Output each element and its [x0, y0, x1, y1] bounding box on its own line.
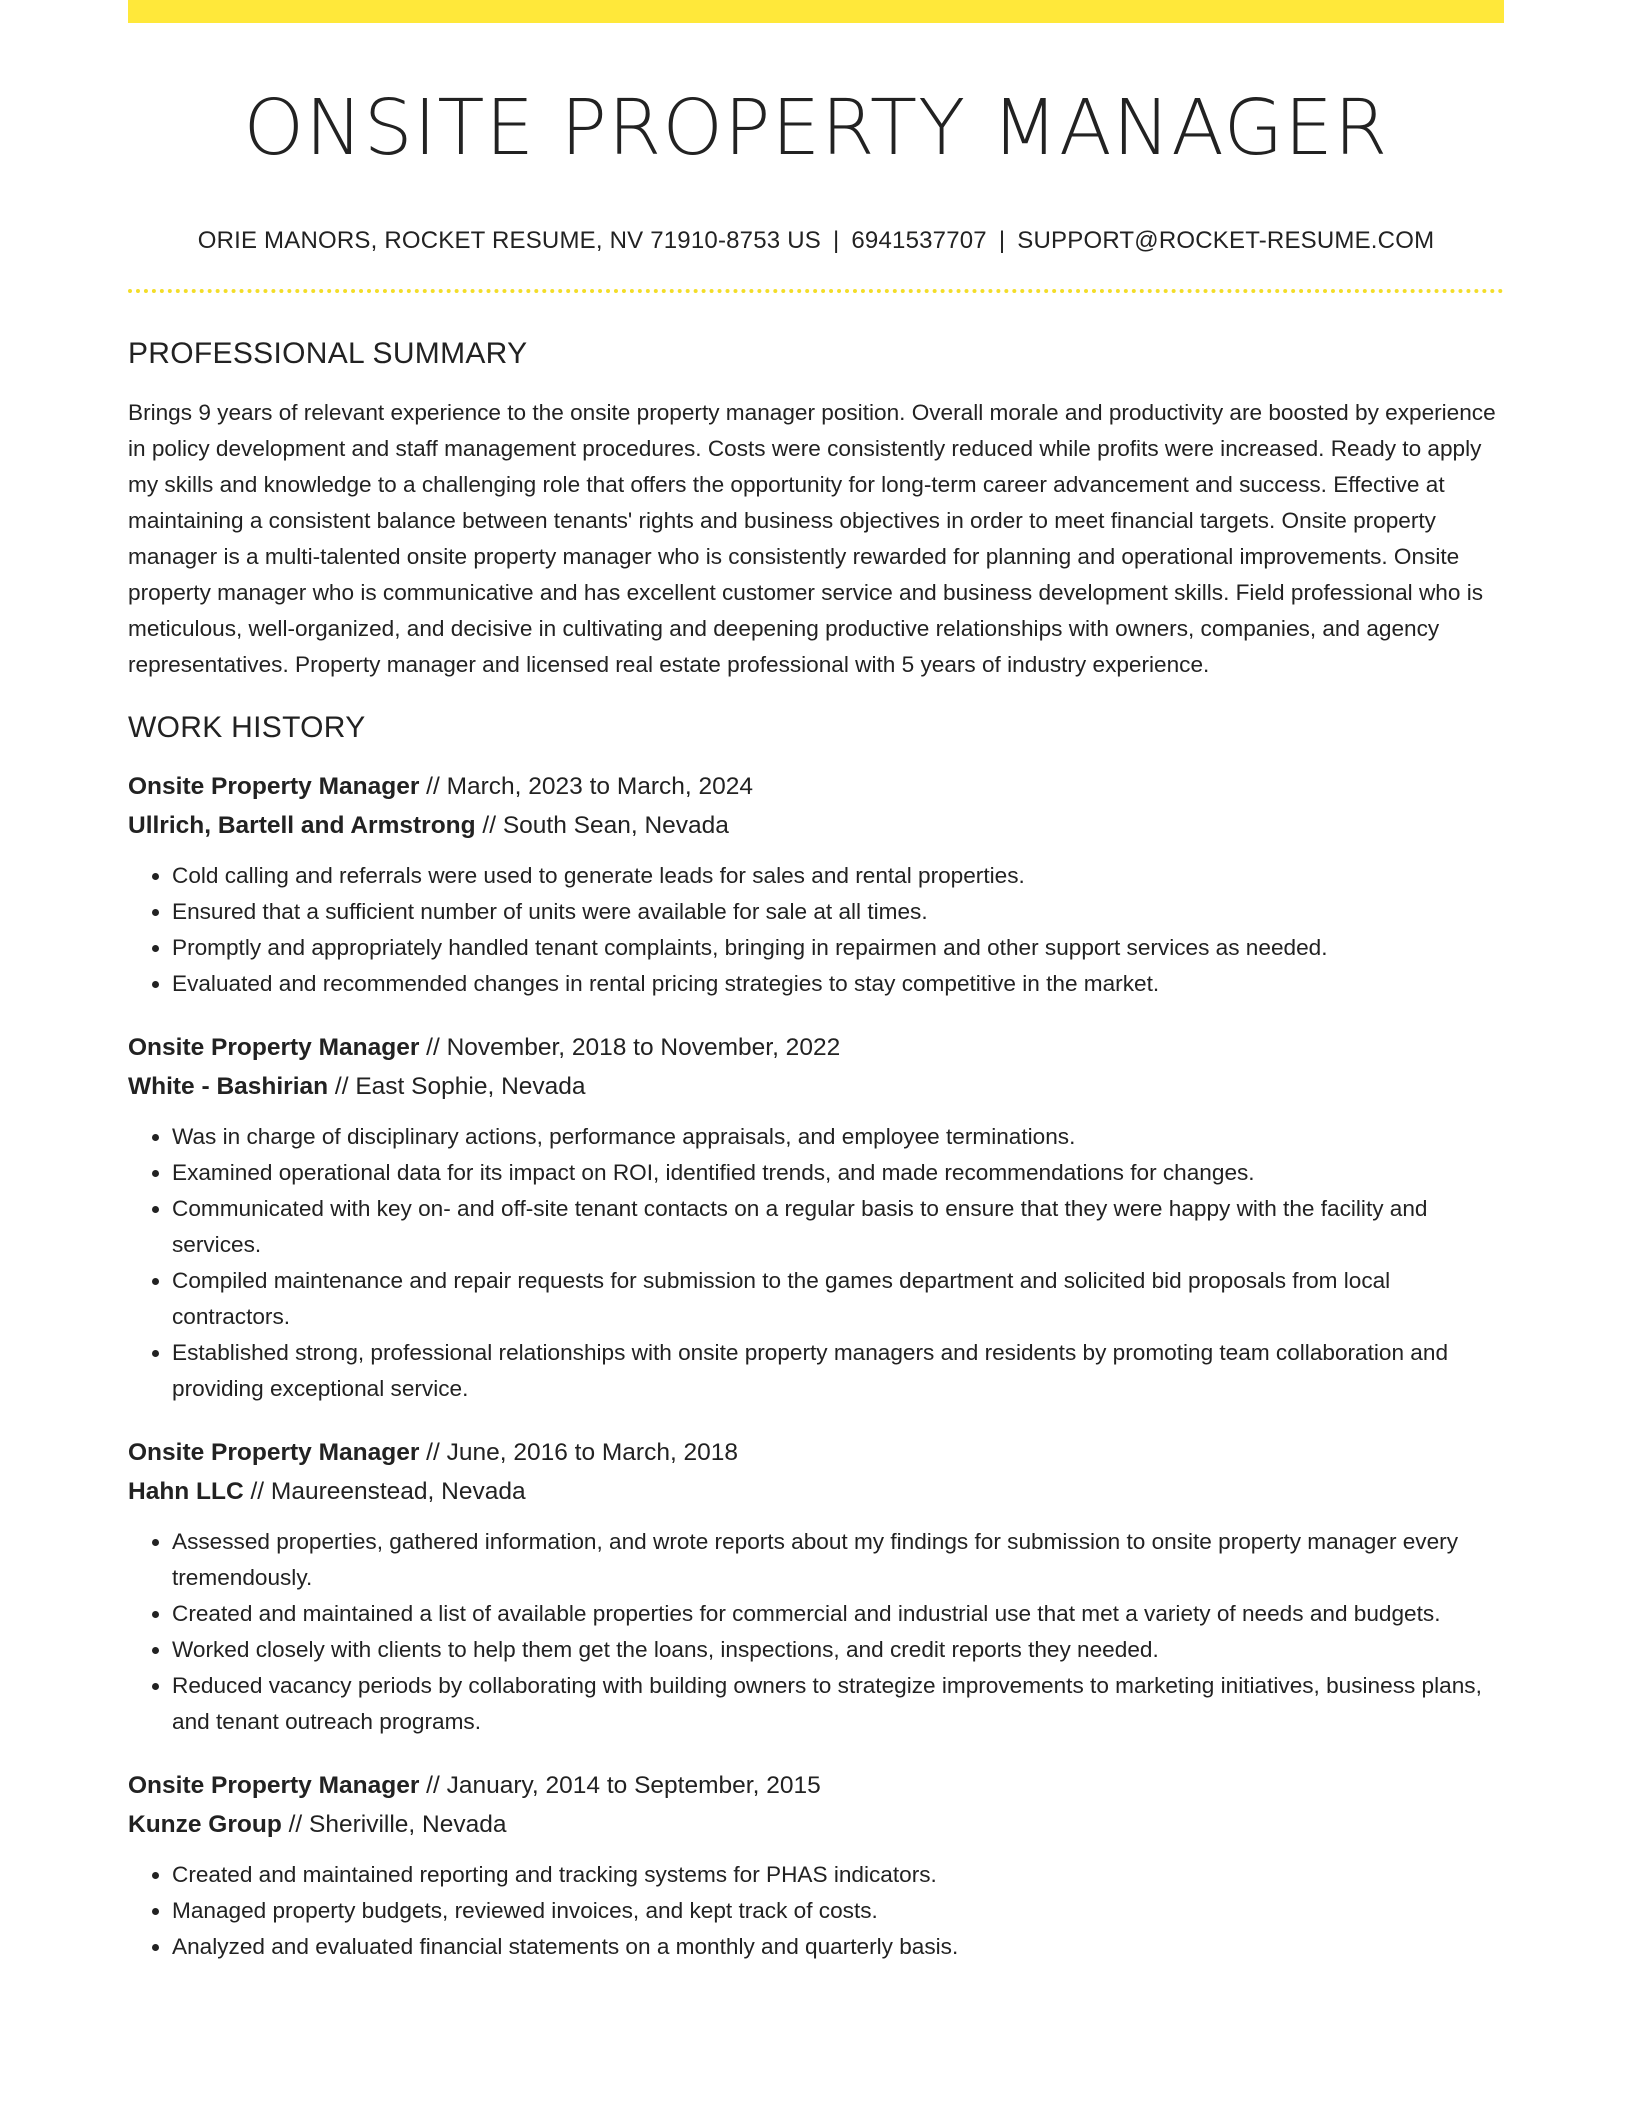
job-bullets [128, 1857, 1504, 1965]
job-bullets [128, 1524, 1504, 1740]
job-list [128, 767, 1504, 1965]
job-bullet: • Assessed properties, gathered information, and wrote reports about my findings for submission to onsite property manager every tremendously. [172, 1524, 1504, 1596]
job-dates: // March, 2023 to March, 2024 [419, 773, 754, 801]
job-bullet: • Ensured that a sufficient number of units were available for sale at all times. [172, 894, 1504, 930]
contact-address: ORIE MANORS, ROCKET RESUME, NV 71910-8753 US [197, 227, 821, 255]
job-bullet: • Created and maintained reporting and tracking systems for PHAS indicators. [172, 1857, 1504, 1893]
job-company-line [128, 1805, 1504, 1844]
job-role: Onsite Property Manager [128, 1772, 420, 1800]
contact-separator: | [998, 227, 1006, 255]
job-dates: // January, 2014 to September, 2015 [419, 1772, 821, 1800]
job-bullet: • Examined operational data for its impact on ROI, identified trends, and made recommendations for changes. [172, 1155, 1504, 1191]
job-entry [128, 1433, 1504, 1740]
job-dates: // November, 2018 to November, 2022 [419, 1034, 841, 1062]
job-company: White - Bashirian [128, 1073, 329, 1101]
job-bullet: • Created and maintained a list of available properties for commercial and industrial use that met a variety of needs and budgets. [172, 1596, 1504, 1632]
job-entry [128, 1766, 1504, 1965]
job-company: Hahn LLC [128, 1478, 244, 1506]
work-history-heading: WORK HISTORY [128, 711, 366, 745]
contact-email: SUPPORT@ROCKET-RESUME.COM [1017, 227, 1435, 255]
summary-text: Brings 9 years of relevant experience to the onsite property manager position. Overall morale and productivity are boosted by experience in policy development and staff management procedures. Costs were consistently reduced while profits were increased. Ready to apply my skills and knowledge to a challenging role that offers the opportunity for long-term career advancement and success. Effective at maintaining a consistent balance between tenants' rights and business objectives in order to meet financial targets. Onsite property manager is a multi-talented onsite property manager who is consistently rewarded for planning and operational improvements. Onsite property manager who is communicative and has excellent customer service and business development skills. Field professional who is meticulous, well-organized, and decisive in cultivating and deepening productive relationships with owners, companies, and agency representatives. Property manager and licensed real estate professional with 5 years of industry experience. [128, 400, 1496, 678]
job-company: Ullrich, Bartell and Armstrong [128, 812, 476, 840]
job-entry [128, 767, 1504, 1002]
job-entry [128, 1028, 1504, 1407]
job-bullet: • Cold calling and referrals were used to generate leads for sales and rental properties. [172, 858, 1504, 894]
job-bullet: • Promptly and appropriately handled tenant complaints, bringing in repairmen and other support services as needed. [172, 930, 1504, 966]
job-location: // Maureenstead, Nevada [243, 1478, 526, 1506]
job-bullet: • Evaluated and recommended changes in rental pricing strategies to stay competitive in the market. [172, 966, 1504, 1002]
contact-line [128, 227, 1504, 255]
job-location: // Sheriville, Nevada [281, 1811, 507, 1839]
accent-bar [128, 0, 1504, 23]
job-title-line [128, 1028, 1504, 1067]
job-bullet: • Managed property budgets, reviewed invoices, and kept track of costs. [172, 1893, 1504, 1929]
job-bullets [128, 1119, 1504, 1407]
job-bullet: • Was in charge of disciplinary actions, performance appraisals, and employee terminations. [172, 1119, 1504, 1155]
job-location: // South Sean, Nevada [475, 812, 729, 840]
job-location: // East Sophie, Nevada [328, 1073, 586, 1101]
contact-phone: 6941537707 [851, 227, 987, 255]
job-bullet: • Compiled maintenance and repair requests for submission to the games department and solicited bid proposals from local contractors. [172, 1263, 1504, 1335]
resume-page [128, 0, 1504, 1965]
job-bullet: • Analyzed and evaluated financial statements on a monthly and quarterly basis. [172, 1929, 1504, 1965]
job-company: Kunze Group [128, 1811, 282, 1839]
job-role: Onsite Property Manager [128, 773, 420, 801]
job-bullet: • Reduced vacancy periods by collaborating with building owners to strategize improvements to marketing initiatives, business plans, and tenant outreach programs. [172, 1668, 1504, 1740]
job-bullet: • Worked closely with clients to help them get the loans, inspections, and credit reports they needed. [172, 1632, 1504, 1668]
job-bullets [128, 858, 1504, 1002]
contact-separator: | [832, 227, 840, 255]
job-title-line [128, 1766, 1504, 1805]
job-company-line [128, 806, 1504, 845]
job-role: Onsite Property Manager [128, 1034, 420, 1062]
job-title-line [128, 767, 1504, 806]
summary-heading: PROFESSIONAL SUMMARY [128, 337, 528, 371]
job-company-line [128, 1472, 1504, 1511]
job-company-line [128, 1067, 1504, 1106]
job-bullet: • Communicated with key on- and off-site tenant contacts on a regular basis to ensure that they were happy with the facility and services. [172, 1191, 1504, 1263]
job-title-line [128, 1433, 1504, 1472]
job-bullet: • Established strong, professional relationships with onsite property managers and residents by promoting team collaboration and providing exceptional service. [172, 1335, 1504, 1407]
document-title: ONSITE PROPERTY MANAGER [243, 84, 1389, 173]
dotted-divider [128, 289, 1504, 293]
job-role: Onsite Property Manager [128, 1439, 420, 1467]
job-dates: // June, 2016 to March, 2018 [419, 1439, 739, 1467]
